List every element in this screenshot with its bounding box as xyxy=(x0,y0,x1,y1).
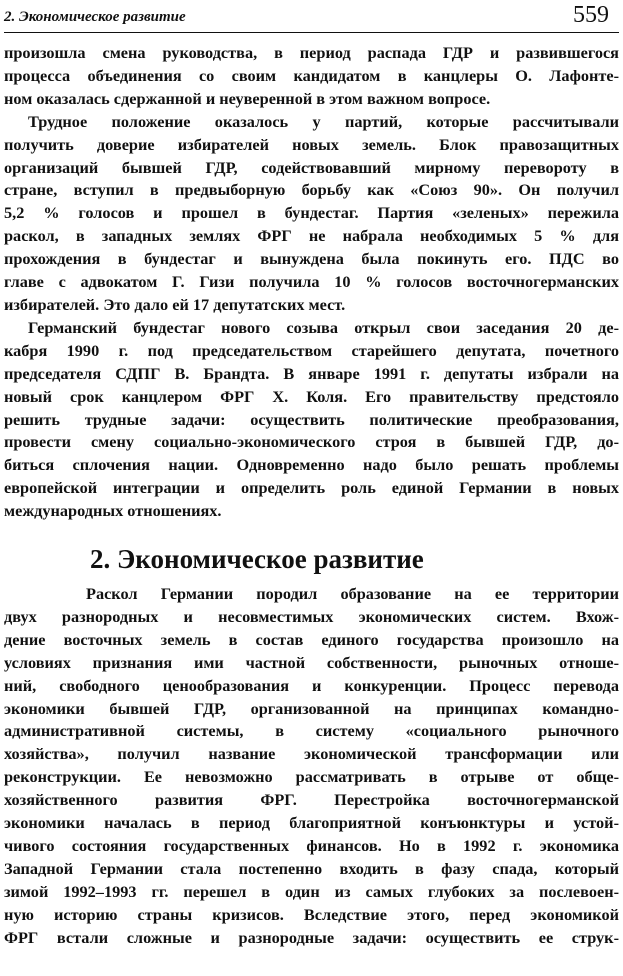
text-line: Раскол Германии породил образование на ее территории xyxy=(86,584,619,604)
text-line: реконструкции. Ее невозможно рассматривать в отрыве от обще- xyxy=(4,767,619,787)
page-number: 559 xyxy=(573,2,609,28)
text-line: стране, вступил в предвыборную борьбу как «Союз 90». Он получил xyxy=(4,180,619,200)
text-line: дение восточных земель в состав единого государства произошло на xyxy=(4,629,619,649)
text-line: хозяйства», получил название экономической трансформации или xyxy=(4,744,619,764)
text-line: двух разнородных и несовместимых экономических систем. Вхож- xyxy=(4,606,619,626)
text-line: раскол, в западных землях ФРГ не набрала необходимых 5 % для xyxy=(4,226,619,246)
text-line: прохождения в бундестаг и вынуждена была покинуть его. ПДС во xyxy=(4,249,619,269)
section-heading: 2. Экономическое развитие xyxy=(90,544,424,575)
text-line: зимой 1992–1993 гг. перешел в один из самых глубоких за послевоен- xyxy=(4,881,619,901)
running-head xyxy=(4,2,619,33)
text-line: ний, свободного ценообразования и конкуренции. Процесс перевода xyxy=(4,675,619,695)
text-line: провести смену социально-экономического строя в бывшей ГДР, до- xyxy=(4,432,619,452)
text-line: ном оказалась сдержанной и неуверенной в этом важном вопросе. xyxy=(4,88,491,108)
text-line: чивого состояния государственных финансов. Но в 1992 г. экономика xyxy=(4,836,619,855)
text-line: административной системы, в систему «социального рыночного xyxy=(4,721,619,741)
text-line: международных отношениях. xyxy=(4,501,222,521)
text-line: главе с адвокатом Г. Гизи получила 10 % голосов восточногерманских xyxy=(4,272,619,292)
running-title: 2. Экономическое развитие xyxy=(4,9,186,25)
text-line: получить доверие избирателей новых земель. Блок правозащитных xyxy=(4,134,619,154)
text-line: ную историю страны кризисов. Вследствие этого, перед экономикой xyxy=(4,904,619,924)
text-line: Германский бундестаг нового созыва открыл свои заседания 20 де- xyxy=(28,317,619,337)
text-line: кабря 1990 г. под председательством старейшего депутата, почетного xyxy=(4,340,619,360)
text-line: процесса объединения со своим кандидатом в канцлеры О. Лафонте- xyxy=(4,65,619,85)
text-line: Западной Германии стала постепенно входить в фазу спада, который xyxy=(4,858,619,878)
text-line: решить трудные задачи: осуществить политические преобразования, xyxy=(4,409,619,429)
paragraph xyxy=(4,42,619,111)
text-line: избирателей. Это дало ей 17 депутатских мест. xyxy=(4,294,346,314)
text-line: новый срок канцлером ФРГ Х. Коля. Его правительству предстояло xyxy=(4,386,619,406)
text-line: условиях признания ими частной собственности, рыночных отноше- xyxy=(4,652,619,672)
text-line: европейской интеграции и определить роль единой Германии в новых xyxy=(4,478,619,498)
text-line: экономики бывшей ГДР, организованной на принципах командно- xyxy=(4,698,619,718)
text-line: произошла смена руководства, в период распада ГДР и развившегося xyxy=(4,43,619,62)
text-line: ФРГ встали сложные и разнородные задачи: осуществить ее струк- xyxy=(4,927,619,947)
text-line: хозяйственного развития ФРГ. Перестройка восточногерманской xyxy=(4,790,619,810)
paragraph xyxy=(4,317,619,523)
paragraph xyxy=(4,111,619,317)
text-line: Трудное положение оказалось у партий, которые рассчитывали xyxy=(28,111,619,131)
text-line: организаций бывшей ГДР, содействовавший мирному перевороту в xyxy=(4,157,619,177)
text-line: председателя СДПГ В. Брандта. В январе 1991 г. депутаты избрали на xyxy=(4,363,619,383)
section-paragraph xyxy=(4,583,619,950)
text-line: 5,2 % голосов и прошел в бундестаг. Партия «зеленых» пережила xyxy=(4,203,619,223)
text-line: биться сплочения нации. Одновременно надо было решать проблемы xyxy=(4,455,619,475)
body-text xyxy=(4,42,619,950)
text-line: экономики началась в период благоприятной конъюнктуры и устой- xyxy=(4,813,619,833)
